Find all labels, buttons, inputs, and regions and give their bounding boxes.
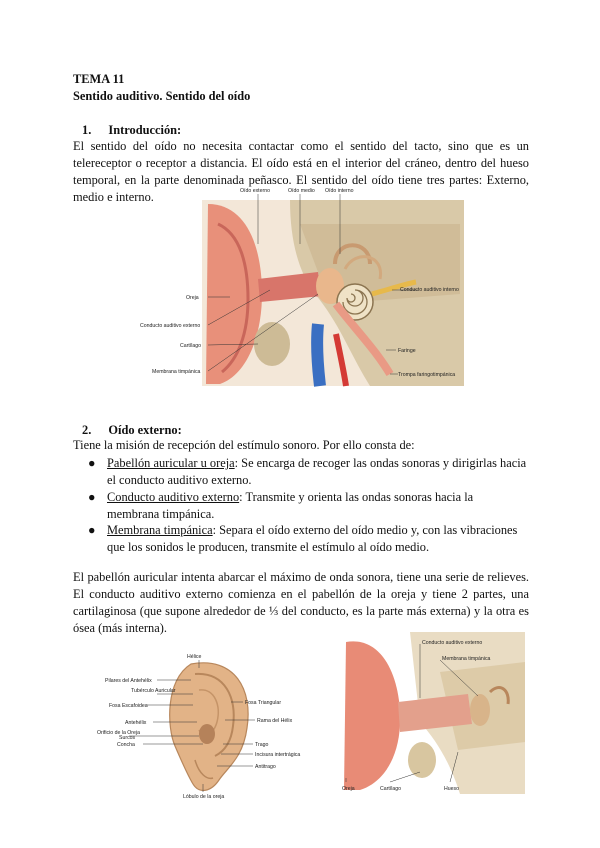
label-lobulo: Lóbulo de la oreja bbox=[183, 794, 225, 800]
section2-number: 2. bbox=[82, 423, 92, 437]
auricle-figure bbox=[95, 650, 310, 800]
bullet-term: Conducto auditivo externo bbox=[107, 490, 240, 504]
bullet-conducto bbox=[88, 489, 528, 522]
cartilage-shape bbox=[254, 322, 290, 366]
bullet-dot-icon: ● bbox=[88, 523, 96, 537]
section2-intro: Tiene la misión de recepción del estímulo sonoro. Por ello consta de: bbox=[73, 438, 415, 452]
label-fosa-escafoidea: Fosa Escafoidea bbox=[109, 703, 148, 709]
ear-canal-figure bbox=[340, 632, 525, 794]
label-tuberculo: Tubérculo Auricular bbox=[131, 688, 176, 694]
bullet-term: Pabellón auricular u oreja bbox=[107, 456, 235, 470]
section2-title: Oído externo: bbox=[108, 423, 182, 437]
section1-title: Introducción: bbox=[108, 123, 182, 137]
section1-paragraph: El sentido del oído no necesita contactar como el sentido del tacto, sino que es un telereceptor o receptor a distancia. El oído está en el interior del cráneo, dentro del hueso temporal, en la parte denominada peñasco. El sentido del oído tiene tres partes: Externo, medio e interno. bbox=[73, 139, 529, 204]
label-conducto: Conducto auditivo externo bbox=[422, 640, 483, 646]
label-trago: Trago bbox=[255, 742, 269, 748]
label-incisura: Incisura intertrágica bbox=[255, 752, 301, 758]
bullet-text: : Transmite y orienta las ondas sonoras hacia la membrana timpánica. bbox=[107, 490, 474, 521]
label-concha: Concha bbox=[117, 742, 135, 748]
label-antehelix: Antehélix bbox=[125, 720, 147, 726]
label-oreja-fig3: Oreja bbox=[342, 786, 355, 792]
tympanic-membrane bbox=[470, 694, 490, 726]
label-antitrago: Antitrago bbox=[255, 764, 276, 770]
bullet-dot-icon: ● bbox=[88, 456, 96, 470]
bullet-text: : Se encarga de recoger las ondas sonoras y dirigirlas hacia el conducto auditivo externo. bbox=[107, 456, 527, 487]
section1-heading bbox=[82, 122, 181, 139]
label-oido-externo: Oído externo bbox=[240, 188, 270, 194]
label-hueso: Hueso bbox=[444, 786, 459, 792]
bullet-text: : Separa el oído externo del oído medio y, con las vibraciones que los sonidos le producen, transmite el estímulo al oído medio. bbox=[107, 523, 518, 554]
label-membrana-timpanica: Membrana timpánica bbox=[442, 656, 491, 662]
doc-subtitle: Sentido auditivo. Sentido del oído bbox=[73, 89, 251, 103]
label-cartilago-fig3: Cartílago bbox=[380, 786, 402, 792]
label-membrana: Membrana timpánica bbox=[152, 369, 201, 375]
label-oreja: Oreja bbox=[186, 295, 199, 301]
bullet-dot-icon: ● bbox=[88, 490, 96, 504]
bullet-membrana bbox=[88, 522, 528, 555]
ear-anatomy-figure bbox=[140, 184, 480, 388]
doc-title: TEMA 11 bbox=[73, 72, 125, 86]
label-cartilago: Cartílago bbox=[180, 343, 202, 349]
bullet-term: Membrana timpánica bbox=[107, 523, 213, 537]
label-orificio: Orificio de la Oreja bbox=[97, 730, 140, 736]
label-surcos: Surcos bbox=[119, 735, 136, 741]
label-trompa: Trompa faringotimpánica bbox=[398, 372, 456, 378]
label-oido-medio: Oído medio bbox=[288, 188, 315, 194]
bullet-pabellon bbox=[88, 455, 528, 488]
label-faringe: Faringe bbox=[398, 348, 416, 354]
vein bbox=[317, 324, 320, 386]
label-pilares: Pilares del Antehélix bbox=[105, 678, 152, 684]
concha-shape bbox=[199, 724, 215, 744]
label-oido-interno: Oído interno bbox=[325, 188, 354, 194]
label-rama-helix: Rama del Hélix bbox=[257, 718, 293, 724]
section2-paragraph: El pabellón auricular intenta abarcar el máximo de onda sonora, tiene una serie de relieves. El conducto auditivo externo comienza en el pabellón de la oreja y tiene 2 partes, una cartilaginosa (que supone alrededor de ⅓ del conducto, es la parte más externa) y la otra es ósea (más interna). bbox=[73, 570, 529, 635]
section1-number: 1. bbox=[82, 123, 92, 137]
label-fosa-triangular: Fosa Triangular bbox=[245, 700, 282, 706]
label-conducto-interno: Conducto auditivo interno bbox=[400, 287, 459, 293]
cartilage-area bbox=[408, 742, 436, 778]
label-helix: Hélice bbox=[187, 654, 202, 660]
label-conducto-externo: Conducto auditivo externo bbox=[140, 323, 201, 329]
